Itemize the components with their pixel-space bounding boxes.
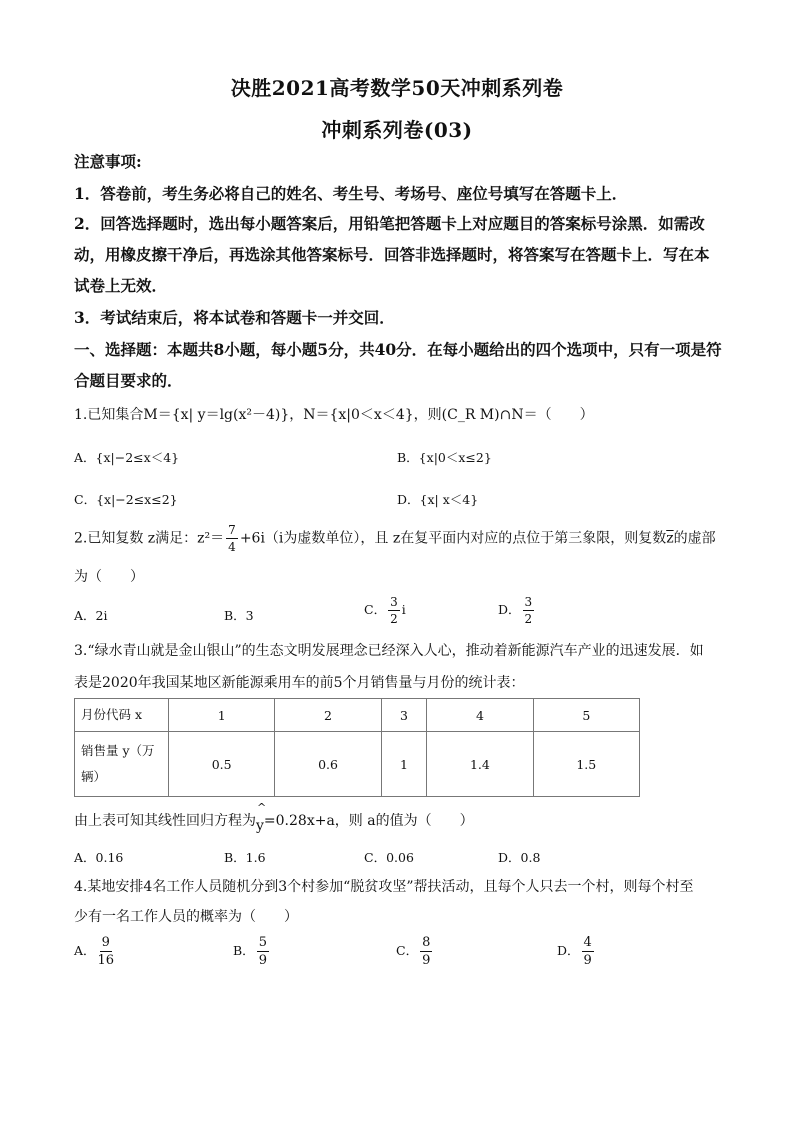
q4-d-den: 9 <box>583 953 592 968</box>
q3-option-c: C．0.06 <box>364 850 414 865</box>
q2-c-num: 3 <box>390 595 398 609</box>
q2-stem-post: 的虚部 <box>673 530 716 547</box>
table-cell: 2 <box>275 699 381 732</box>
notes-item-1: 1．答卷前，考生务必将自己的姓名、考生号、考场号、座位号填写在答题卡上． <box>74 184 628 203</box>
q4-a-num: 9 <box>101 935 110 950</box>
q1-stem: 1.已知集合M＝{x| y＝lg(x²－4)}，N＝{x|0＜x＜4}，则(C_R M)∩N＝（ ） <box>74 407 594 423</box>
q4-c-num: 8 <box>422 935 431 950</box>
table-cell: 4 <box>427 699 533 732</box>
q4-c-den: 9 <box>422 953 431 968</box>
q4-b-num: 5 <box>258 935 267 950</box>
q2-option-c-suffix: i <box>401 602 406 617</box>
q3-stem-line2: 表是2020年我国某地区新能源乘用车的前5个月销售量与月份的统计表： <box>74 675 525 691</box>
table-row <box>75 699 640 732</box>
q2-fraction <box>226 524 238 553</box>
page-title: 决胜2021高考数学50天冲刺系列卷 <box>230 76 564 100</box>
q4-option-b <box>233 936 271 967</box>
section-heading: 一、选择题：本题共8小题，每小题5分，共40分．在每小题给出的四个选项中，只有一项是符合题目要求的． <box>74 340 722 390</box>
table-cell: 5 <box>533 699 639 732</box>
q4-option-b-label: B． <box>233 943 255 958</box>
table-header-cell: 销售量 y（万辆） <box>75 732 169 797</box>
table-cell: 0.6 <box>275 732 381 797</box>
q2-stem-line2: 为（ ） <box>74 569 144 585</box>
q3-regression-pre: 由上表可知其线性回归方程为 <box>74 813 256 829</box>
q2-option-d-fraction <box>523 596 535 625</box>
q2-d-den: 2 <box>524 612 533 626</box>
q4-option-d <box>557 936 596 967</box>
q3-option-a: A．0.16 <box>74 850 124 865</box>
q2-stem-mid: +6i（i为虚数单位），且 z在复平面内对应的点位于第三象限，则复数 <box>239 530 667 547</box>
table-header-cell: 月份代码 x <box>75 699 169 732</box>
q2-d-num: 3 <box>524 595 533 609</box>
stats-table <box>74 698 640 797</box>
q4-option-c-fraction <box>420 936 432 967</box>
table-cell: 1 <box>169 699 275 732</box>
hat-icon: ^ <box>257 801 267 814</box>
q3-y: y <box>256 818 264 834</box>
q2-option-d <box>498 596 536 625</box>
q2-frac-den: 4 <box>228 540 236 554</box>
q2-frac-num: 7 <box>228 523 236 537</box>
q1-option-c: C．{x|−2≤x≤2} <box>74 492 178 507</box>
q3-regression-line <box>74 801 474 834</box>
q4-option-a-fraction <box>98 936 115 967</box>
q4-option-d-fraction <box>582 936 594 967</box>
q2-option-c <box>364 596 406 625</box>
q2-option-c-fraction <box>388 596 400 625</box>
q1-option-b: B．{x|0＜x≤2} <box>397 450 492 465</box>
q3-regression-post: =0.28x+a，则 a的值为（ ） <box>263 813 474 829</box>
q4-option-b-fraction <box>257 936 269 967</box>
q4-option-c <box>396 936 434 967</box>
q1-option-a: A．{x|−2≤x＜4} <box>74 450 180 465</box>
q3-option-d: D．0.8 <box>498 850 541 865</box>
q2-stem-pre: 2.已知复数 z满足：z²＝ <box>74 530 225 547</box>
q4-option-a-label: A． <box>74 943 96 958</box>
table-cell: 1 <box>381 732 427 797</box>
q2-option-a: A．2i <box>74 608 108 623</box>
q3-y-hat <box>256 801 267 834</box>
q2-conjugate-z: $\overline{z}$ <box>666 530 674 547</box>
q3-stem-line1: 3.“绿水青山就是金山银山”的生态文明发展理念已经深入人心，推动着新能源汽车产业的迅速发展．如 <box>74 643 704 659</box>
q4-option-d-label: D． <box>557 943 580 958</box>
q4-b-den: 9 <box>258 953 267 968</box>
table-cell: 3 <box>381 699 427 732</box>
page-subtitle: 冲刺系列卷(03) <box>321 118 473 142</box>
q2-c-den: 2 <box>390 612 398 626</box>
notes-item-2: 2．回答选择题时，选出每小题答案后，用铅笔把答题卡上对应题目的答案标号涂黑．如需改动，用橡皮擦干净后，再选涂其他答案标号．回答非选择题时，将答案写在答题卡上．写在本试卷上无效． <box>74 214 710 295</box>
q4-option-c-label: C． <box>396 943 419 958</box>
q2-stem <box>74 524 716 553</box>
table-cell: 0.5 <box>169 732 275 797</box>
q4-stem-line1: 4.某地安排4名工作人员随机分到3个村参加“脱贫攻坚”帮扶活动，且每个人只去一个村，则每个村至 <box>74 879 694 895</box>
q4-option-a <box>74 936 116 967</box>
q2-option-b: B．3 <box>224 608 254 623</box>
table-row <box>75 732 640 797</box>
table-cell: 1.4 <box>427 732 533 797</box>
q2-option-c-label: C． <box>364 602 387 617</box>
q2-option-d-label: D． <box>498 602 521 617</box>
notes-heading: 注意事项: <box>74 152 142 171</box>
q4-a-den: 16 <box>97 953 115 968</box>
q1-option-d: D．{x| x＜4} <box>397 492 479 507</box>
table-cell: 1.5 <box>533 732 639 797</box>
q4-stem-line2: 少有一名工作人员的概率为（ ） <box>74 909 298 925</box>
notes-item-3: 3．考试结束后，将本试卷和答题卡一并交回． <box>74 308 395 327</box>
q3-option-b: B．1.6 <box>224 850 266 865</box>
q4-d-num: 4 <box>583 935 592 950</box>
